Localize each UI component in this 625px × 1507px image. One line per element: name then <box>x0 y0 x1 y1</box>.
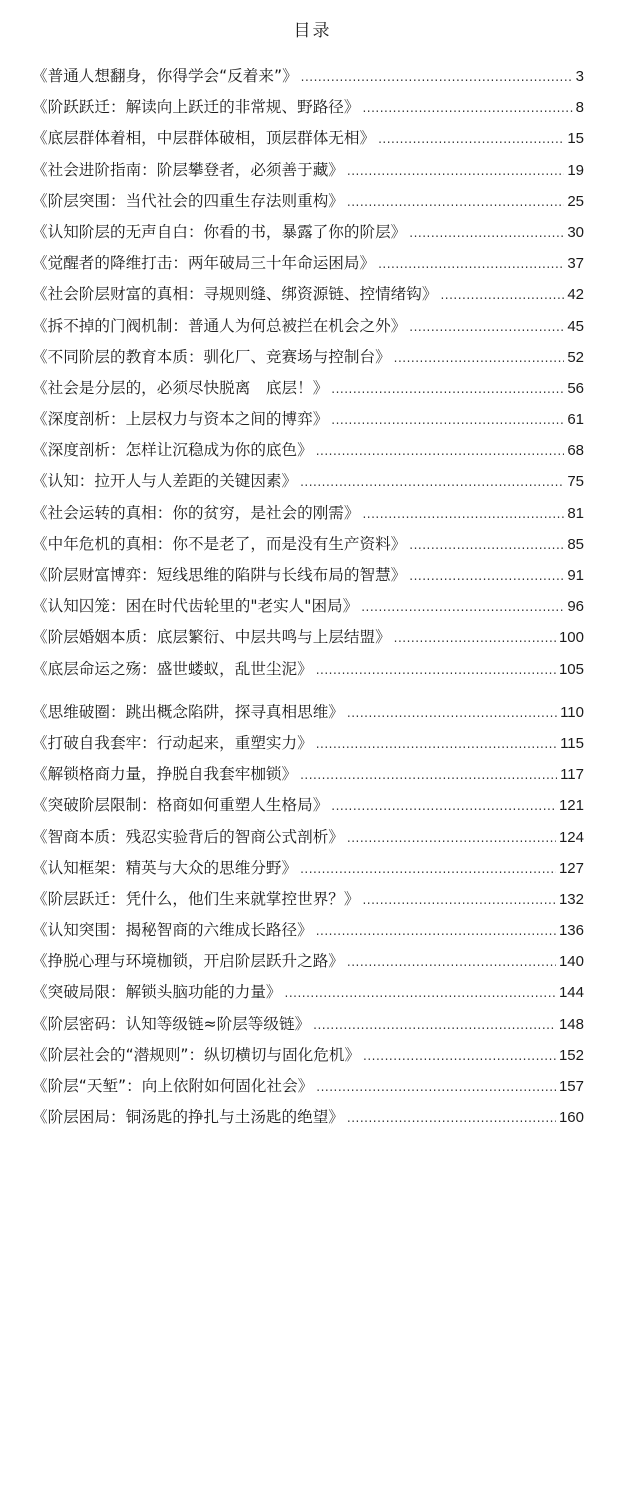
toc-entry-page: 85 <box>567 535 584 553</box>
toc-entry-page: 124 <box>558 828 584 846</box>
toc-entry-page: 160 <box>558 1109 584 1127</box>
toc-entry[interactable] <box>32 126 584 157</box>
toc-entry[interactable] <box>32 532 584 563</box>
dot-leader <box>440 288 564 302</box>
toc-entry[interactable] <box>32 980 584 1011</box>
dot-leader <box>316 444 565 458</box>
toc-entry-title: 《认知囚笼：困在时代齿轮里的"老实人"困局》 <box>32 597 359 616</box>
toc-entry-title: 《拆不掉的门阀机制：普通人为何总被拦在机会之外》 <box>32 316 407 335</box>
dot-leader <box>331 413 564 427</box>
toc-entry-title: 《突破局限：解锁头脑功能的力量》 <box>32 983 282 1002</box>
toc-entry-title: 《认知：拉开人与人差距的关键因素》 <box>32 472 298 491</box>
toc-entry[interactable] <box>32 949 584 980</box>
toc-entry-page: 127 <box>558 859 584 877</box>
dot-leader <box>409 320 564 334</box>
dot-leader <box>347 955 556 969</box>
toc-entry-title: 《认知阶层的无声自白：你看的书，暴露了你的阶层》 <box>32 222 407 241</box>
toc-entry[interactable] <box>32 856 584 887</box>
dot-leader <box>378 132 564 146</box>
toc-entry-page: 37 <box>567 255 584 273</box>
toc-entry-page: 136 <box>558 922 584 940</box>
toc-entry[interactable] <box>32 95 584 126</box>
toc-entry-page: 121 <box>558 797 584 815</box>
dot-leader <box>394 631 556 645</box>
toc-entry-page: 117 <box>560 766 584 784</box>
toc-entry[interactable] <box>32 887 584 918</box>
toc-entry-page: 110 <box>560 703 584 721</box>
toc-entry[interactable] <box>32 501 584 532</box>
toc-entry-title: 《阶层“天堑”：向上依附如何固化社会》 <box>32 1077 314 1095</box>
toc-entry-page: 100 <box>558 629 584 647</box>
toc-entry-title: 《阶层跃迁：凭什么，他们生来就掌控世界？》 <box>32 889 360 908</box>
toc-entry[interactable] <box>32 438 584 469</box>
toc-entry-page: 30 <box>567 223 584 241</box>
toc-entry-page: 96 <box>567 598 584 616</box>
toc-entry[interactable] <box>32 189 584 220</box>
toc-entry-title: 《深度剖析：上层权力与资本之间的博弈》 <box>32 410 329 429</box>
toc-entry-title: 《底层群体着相，中层群体破相，顶层群体无相》 <box>32 129 376 148</box>
dot-leader <box>316 663 556 677</box>
toc-entry-page: 8 <box>575 99 584 117</box>
toc-entry[interactable] <box>32 220 584 251</box>
toc-entry-page: 144 <box>558 984 584 1002</box>
dot-leader <box>362 893 555 907</box>
toc-entry-page: 157 <box>558 1078 584 1095</box>
toc-entry[interactable] <box>32 657 584 688</box>
dot-leader <box>361 600 564 614</box>
toc-entry-title: 《阶层困局：铜汤匙的挣扎与土汤匙的绝望》 <box>32 1108 344 1127</box>
toc-entry-title: 《认知突围：揭秘智商的六维成长路径》 <box>32 921 313 940</box>
toc-entry-page: 132 <box>558 890 584 908</box>
toc-entry[interactable] <box>32 1105 584 1136</box>
toc-entry[interactable] <box>32 407 584 438</box>
toc-entry-title: 《打破自我套牢：行动起来，重塑实力》 <box>32 733 313 752</box>
dot-leader <box>362 101 572 115</box>
toc-entry-page: 148 <box>558 1015 584 1033</box>
toc-entry[interactable] <box>32 1074 584 1105</box>
toc-entry-title: 《中年危机的真相：你不是老了，而是没有生产资料》 <box>32 534 407 553</box>
toc-entry-title: 《社会阶层财富的真相：寻规则缝、绑资源链、控情绪钩》 <box>32 285 438 304</box>
toc-entry-page: 140 <box>558 953 584 971</box>
toc-entry-page: 152 <box>558 1046 584 1064</box>
dot-leader <box>301 70 573 84</box>
toc-entry-page: 15 <box>567 130 584 148</box>
toc-entry[interactable] <box>32 251 584 282</box>
dot-leader <box>347 1111 556 1125</box>
toc-entry[interactable] <box>32 64 584 95</box>
dot-leader <box>316 924 556 938</box>
dot-leader <box>316 1080 556 1094</box>
dot-leader <box>363 1049 556 1063</box>
toc-entry-title: 《社会进阶指南：阶层攀登者，必须善于藏》 <box>32 160 344 179</box>
dot-leader <box>409 538 564 552</box>
toc-entry-title: 《社会是分层的，必须尽快脱离 底层！》 <box>32 378 329 397</box>
dot-leader <box>394 351 565 365</box>
toc-entry-page: 56 <box>567 379 584 397</box>
dot-leader <box>409 569 564 583</box>
toc-entry-page: 68 <box>567 442 584 460</box>
toc-entry-page: 25 <box>567 192 584 210</box>
toc-entry-title: 《觉醒者的降维打击：两年破局三十年命运困局》 <box>32 254 376 273</box>
toc-entry[interactable] <box>32 1012 584 1043</box>
toc-entry-title: 《阶层婚姻本质：底层繁衍、中层共鸣与上层结盟》 <box>32 628 391 647</box>
toc-entry[interactable] <box>32 469 584 500</box>
toc-entry-title: 《普通人想翻身，你得学会“反着来”》 <box>32 67 298 85</box>
toc-entry-title: 《思维破圈：跳出概念陷阱，探寻真相思维》 <box>32 702 344 721</box>
dot-leader <box>300 862 556 876</box>
dot-leader <box>378 257 564 271</box>
page-title: 目录 <box>293 21 332 41</box>
toc-entry-title: 《阶层突围：当代社会的四重生存法则重构》 <box>32 191 344 210</box>
dot-leader <box>347 706 557 720</box>
toc-entry[interactable] <box>32 731 584 762</box>
toc-entry[interactable] <box>32 825 584 856</box>
toc-entry[interactable] <box>32 314 584 345</box>
toc-entry-page: 75 <box>567 473 584 491</box>
toc-entry-title: 《挣脱心理与环境枷锁，开启阶层跃升之路》 <box>32 952 344 971</box>
dot-leader <box>316 737 557 751</box>
toc-entry-page: 105 <box>558 660 584 678</box>
dot-leader <box>313 1018 556 1032</box>
dot-leader <box>285 986 556 1000</box>
toc-entry-page: 3 <box>575 68 584 85</box>
toc-entry-title: 《突破阶层限制：格商如何重塑人生格局》 <box>32 796 329 815</box>
toc-entry-page: 42 <box>567 286 584 304</box>
toc-entry[interactable] <box>32 625 584 656</box>
toc-entry-title: 《社会运转的真相：你的贫穷，是社会的刚需》 <box>32 503 360 522</box>
toc-entry[interactable] <box>32 700 584 731</box>
toc-entry-page: 115 <box>560 734 584 752</box>
toc-entry-title: 《阶层财富博弈：短线思维的陷阱与长线布局的智慧》 <box>32 566 407 584</box>
toc-entry[interactable] <box>32 563 584 594</box>
toc-entry-title: 《深度剖析：怎样让沉稳成为你的底色》 <box>32 441 313 460</box>
dot-leader <box>300 768 557 782</box>
dot-leader <box>347 164 564 178</box>
toc-entry-title: 《阶层社会的“潜规则”：纵切横切与固化危机》 <box>32 1045 361 1064</box>
dot-leader <box>409 226 564 240</box>
dot-leader <box>300 475 564 489</box>
table-of-contents <box>32 64 584 1136</box>
toc-entry[interactable] <box>32 376 584 407</box>
toc-entry[interactable] <box>32 158 584 189</box>
dot-leader <box>331 382 564 396</box>
toc-entry-page: 61 <box>567 411 584 429</box>
toc-entry-title: 《智商本质：残忍实验背后的智商公式剖析》 <box>32 827 344 846</box>
toc-entry-title: 《不同阶层的教育本质：驯化厂、竞赛场与控制台》 <box>32 347 391 366</box>
toc-entry[interactable] <box>32 918 584 949</box>
toc-entry[interactable] <box>32 1043 584 1074</box>
toc-entry[interactable] <box>32 594 584 625</box>
dot-leader <box>331 799 556 813</box>
dot-leader <box>347 195 564 209</box>
toc-entry-title: 《底层命运之殇：盛世蝼蚁，乱世尘泥》 <box>32 659 313 678</box>
toc-entry-page: 91 <box>567 567 584 584</box>
dot-leader <box>347 831 556 845</box>
toc-entry[interactable] <box>32 762 584 793</box>
toc-entry-title: 《阶层密码：认知等级链≈阶层等级链》 <box>32 1014 311 1033</box>
toc-entry-title: 《解锁格商力量，挣脱自我套牢枷锁》 <box>32 765 298 784</box>
toc-entry-page: 45 <box>567 317 584 335</box>
toc-entry-page: 19 <box>567 161 584 179</box>
dot-leader <box>362 507 564 521</box>
toc-entry-title: 《阶跃跃迁：解读向上跃迁的非常规、野路径》 <box>32 98 360 117</box>
toc-entry-page: 81 <box>567 504 584 522</box>
toc-entry[interactable] <box>32 282 584 313</box>
toc-entry-page: 52 <box>567 348 584 366</box>
toc-entry[interactable] <box>32 345 584 376</box>
toc-entry[interactable] <box>32 793 584 824</box>
toc-entry-title: 《认知框架：精英与大众的思维分野》 <box>32 858 298 877</box>
